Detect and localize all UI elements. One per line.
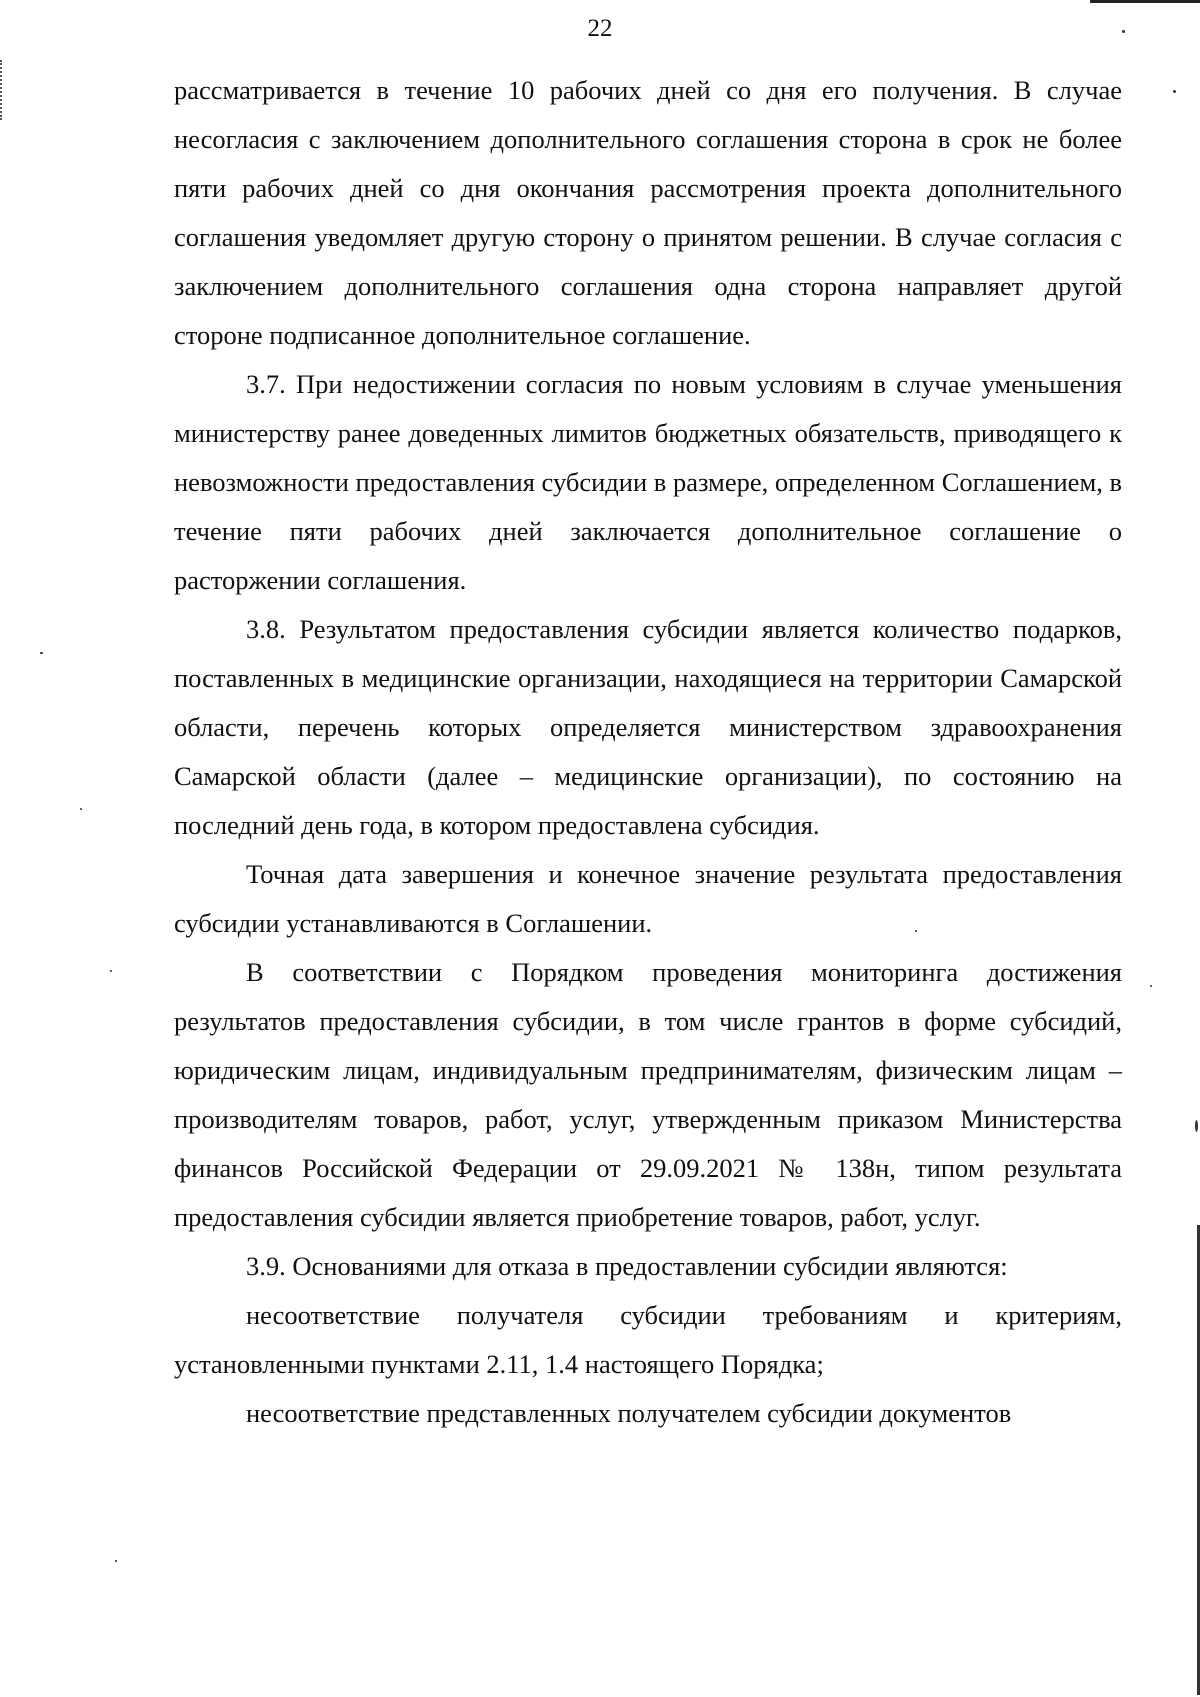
paragraph-monitoring: В соответствии с Порядком проведения мониторинга достижения результатов предоставления субсидии, в том числе грантов в форме субсидий, юридическим лицам, индивидуальным предпринимателям, физическим лицам – производителям товаров, работ, услуг, утвержденным приказом Министерства финансов Российской Федерации от 29.09.2021 № 138н, типом результата предоставления субсидии является приобретение товаров, работ, услуг. — [174, 957, 1122, 1232]
paragraph-3-9: 3.9. Основаниями для отказа в предоставлении субсидии являются: — [246, 1251, 1008, 1281]
scan-speck — [115, 1560, 117, 1562]
paragraph-result-date: Точная дата завершения и конечное значение результата предоставления субсидии устанавливаются в Соглашении. — [174, 859, 1122, 938]
scan-speck — [1173, 90, 1176, 93]
paragraph-continuation: рассматривается в течение 10 рабочих дней со дня его получения. В случае несогласия с заключением дополнительного соглашения сторона в срок не более пяти рабочих дней со дня окончания рассмотрения проекта дополнительного соглашения уведомляет другую сторону о принятом решении. В случае согласия с заключением дополнительного соглашения одна сторона направляет другой стороне подписанное дополнительное соглашение. — [174, 75, 1122, 350]
scan-speck — [80, 808, 82, 810]
scan-speck — [1195, 1120, 1198, 1132]
scan-speck — [915, 930, 917, 932]
paragraph-refusal-ground-1: несоответствие получателя субсидии требованиям и критериям, установленными пунктами 2.11, 1.4 настоящего Порядка; — [174, 1300, 1122, 1379]
scan-edge-mark — [0, 60, 5, 120]
scan-speck — [1122, 30, 1125, 33]
page-number: 22 — [587, 15, 613, 42]
paragraph-3-7: 3.7. При недостижении согласия по новым условиям в случае уменьшения министерству ранее доведенных лимитов бюджетных обязательств, приводящего к невозможности предоставления субсидии в размере, определенном Соглашением, в течение пяти рабочих дней заключается дополнительное соглашение о расторжении соглашения. — [174, 369, 1122, 595]
document-body — [174, 66, 1122, 1438]
scan-speck — [40, 652, 43, 654]
paragraph-3-8: 3.8. Результатом предоставления субсидии является количество подарков, поставленных в медицинские организации, находящиеся на территории Самарской области, перечень которых определяется министерством здравоохранения Самарской области (далее – медицинские организации), по состоянию на последний день года, в котором предоставлена субсидия. — [174, 614, 1122, 840]
scan-speck — [1150, 985, 1152, 987]
scan-edge-mark — [1090, 0, 1200, 3]
scan-speck — [110, 970, 112, 972]
paragraph-refusal-ground-2: несоответствие представленных получателем субсидии документов — [246, 1398, 1012, 1428]
